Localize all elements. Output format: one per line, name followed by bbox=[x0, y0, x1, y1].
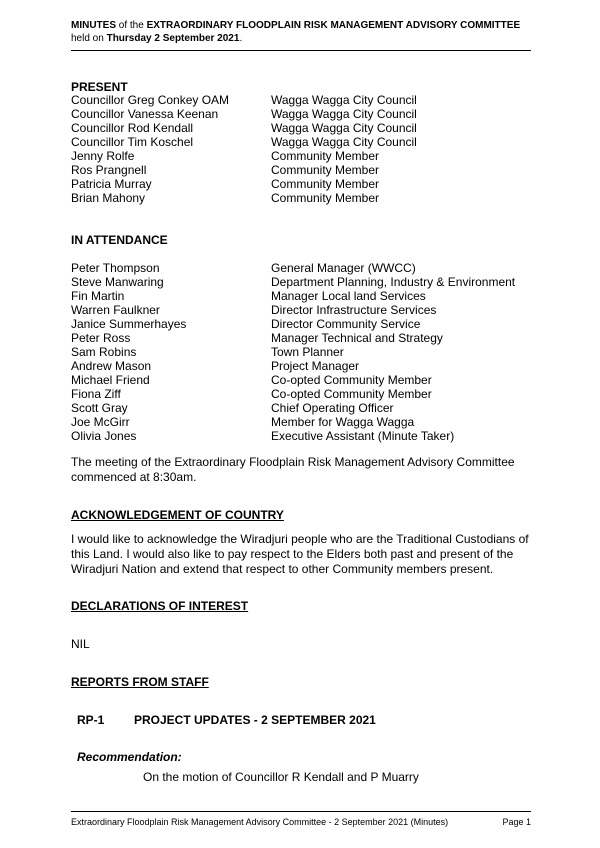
report-item bbox=[77, 713, 376, 727]
member-row bbox=[71, 415, 515, 429]
member-name: Councillor Rod Kendall bbox=[71, 121, 194, 135]
member-name: Brian Mahony bbox=[71, 191, 146, 205]
member-row bbox=[71, 261, 515, 275]
member-row bbox=[71, 121, 417, 135]
member-row bbox=[71, 135, 417, 149]
member-row bbox=[71, 149, 417, 163]
member-row bbox=[71, 345, 515, 359]
member-name: Councillor Tim Koschel bbox=[71, 135, 194, 149]
member-row bbox=[71, 303, 515, 317]
header-held-on: held on bbox=[71, 33, 107, 44]
member-role: Project Manager bbox=[271, 359, 360, 373]
member-row bbox=[71, 429, 515, 443]
member-role: Wagga Wagga City Council bbox=[271, 121, 417, 135]
member-role: Community Member bbox=[271, 191, 380, 205]
member-row bbox=[71, 177, 417, 191]
member-role: Wagga Wagga City Council bbox=[271, 107, 417, 121]
declarations-heading: DECLARATIONS OF INTEREST bbox=[71, 599, 249, 613]
member-role: General Manager (WWCC) bbox=[271, 261, 416, 275]
header-committee: EXTRAORDINARY FLOODPLAIN RISK MANAGEMENT ADVISORY COMMITTEE bbox=[146, 20, 521, 31]
member-name: Sam Robins bbox=[71, 345, 137, 359]
member-name: Olivia Jones bbox=[71, 429, 137, 443]
member-row bbox=[71, 289, 515, 303]
member-row bbox=[71, 331, 515, 345]
member-row bbox=[71, 163, 417, 177]
member-name: Janice Summerhayes bbox=[71, 317, 187, 331]
member-name: Scott Gray bbox=[71, 401, 128, 415]
header-prefix: MINUTES bbox=[71, 20, 116, 31]
header-date: Thursday 2 September 2021 bbox=[106, 33, 240, 44]
member-name: Fin Martin bbox=[71, 289, 125, 303]
member-row bbox=[71, 359, 515, 373]
member-role: Executive Assistant (Minute Taker) bbox=[271, 429, 455, 443]
acknowledgement-heading: ACKNOWLEDGEMENT OF COUNTRY bbox=[71, 508, 284, 522]
member-name: Patricia Murray bbox=[71, 177, 152, 191]
member-name: Councillor Vanessa Keenan bbox=[71, 107, 219, 121]
motion-text: On the motion of Councillor R Kendall and P Muarry bbox=[143, 770, 419, 784]
member-row bbox=[71, 373, 515, 387]
member-name: Jenny Rolfe bbox=[71, 149, 135, 163]
member-name: Steve Manwaring bbox=[71, 275, 164, 289]
footer-page-number: Page 1 bbox=[502, 817, 531, 827]
member-row bbox=[71, 275, 515, 289]
header-line-2 bbox=[71, 32, 531, 45]
attendance-heading: IN ATTENDANCE bbox=[71, 233, 168, 247]
member-name: Warren Faulkner bbox=[71, 303, 160, 317]
member-name: Andrew Mason bbox=[71, 359, 152, 373]
attendance-list bbox=[71, 261, 515, 443]
member-row bbox=[71, 93, 417, 107]
member-name: Joe McGirr bbox=[71, 415, 130, 429]
member-name: Michael Friend bbox=[71, 373, 150, 387]
report-item-title: PROJECT UPDATES - 2 SEPTEMBER 2021 bbox=[134, 713, 376, 727]
member-role: Co-opted Community Member bbox=[271, 373, 432, 387]
member-role: Chief Operating Officer bbox=[271, 401, 394, 415]
member-name: Peter Ross bbox=[71, 331, 131, 345]
footer-rule bbox=[71, 811, 531, 812]
member-role: Community Member bbox=[271, 163, 380, 177]
member-role: Manager Local land Services bbox=[271, 289, 426, 303]
report-item-number: RP-1 bbox=[77, 713, 105, 727]
member-row bbox=[71, 401, 515, 415]
member-name: Ros Prangnell bbox=[71, 163, 147, 177]
member-role: Director Community Service bbox=[271, 317, 421, 331]
reports-heading: REPORTS FROM STAFF bbox=[71, 675, 209, 689]
document-header bbox=[71, 19, 531, 45]
header-of-the: of the bbox=[116, 20, 147, 31]
document-footer bbox=[71, 817, 531, 827]
meeting-commenced-text: The meeting of the Extraordinary Floodplain Risk Management Advisory Committee commenced at 8:30am. bbox=[71, 455, 515, 484]
acknowledgement-text: I would like to acknowledge the Wiradjuri people who are the Traditional Custodians of this Land. I would also like to pay respect to the Elders both past and present of the Wiradjuri Nation and extend that respect to other Community members present. bbox=[71, 532, 529, 576]
member-row bbox=[71, 191, 417, 205]
present-list bbox=[71, 93, 417, 205]
member-name: Councillor Greg Conkey OAM bbox=[71, 93, 230, 107]
header-rule bbox=[71, 50, 531, 51]
member-name: Fiona Ziff bbox=[71, 387, 121, 401]
member-role: Director Infrastructure Services bbox=[271, 303, 437, 317]
declarations-text: NIL bbox=[71, 637, 90, 651]
header-period: . bbox=[239, 33, 243, 44]
member-role: Community Member bbox=[271, 177, 380, 191]
member-role: Wagga Wagga City Council bbox=[271, 93, 417, 107]
recommendation-label: Recommendation: bbox=[77, 750, 182, 764]
member-row bbox=[71, 387, 515, 401]
present-heading: PRESENT bbox=[71, 80, 128, 94]
header-line-1 bbox=[71, 19, 531, 32]
footer-title: Extraordinary Floodplain Risk Management Advisory Committee - 2 September 2021 (Minutes) bbox=[71, 817, 449, 827]
member-role: Community Member bbox=[271, 149, 380, 163]
member-role: Wagga Wagga City Council bbox=[271, 135, 417, 149]
member-role: Town Planner bbox=[271, 345, 344, 359]
member-name: Peter Thompson bbox=[71, 261, 160, 275]
member-role: Member for Wagga Wagga bbox=[271, 415, 415, 429]
member-row bbox=[71, 107, 417, 121]
member-role: Department Planning, Industry & Environment bbox=[271, 275, 516, 289]
member-role: Co-opted Community Member bbox=[271, 387, 432, 401]
member-row bbox=[71, 317, 515, 331]
member-role: Manager Technical and Strategy bbox=[271, 331, 443, 345]
